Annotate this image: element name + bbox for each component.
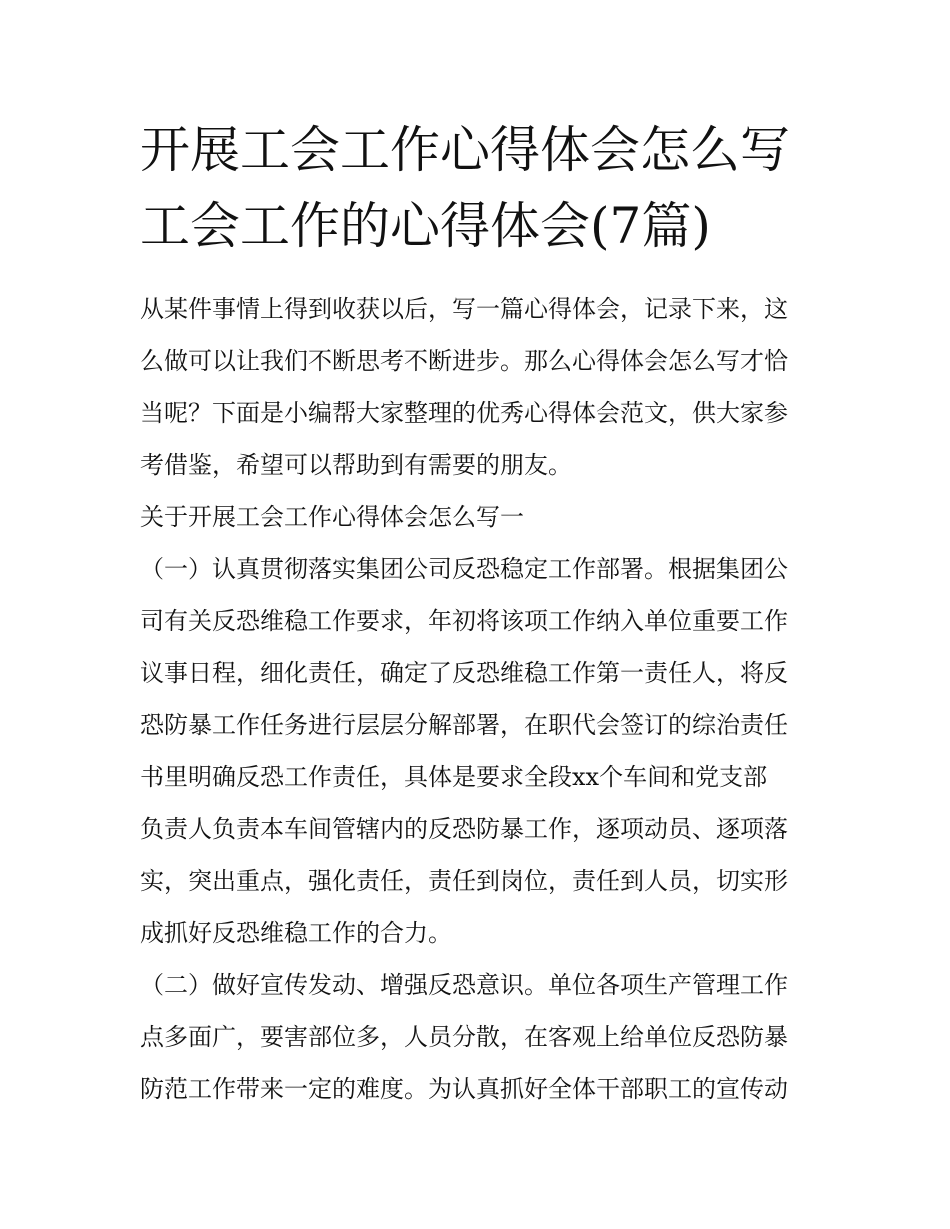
intro-line-4: 考借鉴，希望可以帮助到有需要的朋友。 <box>140 451 572 479</box>
paragraph-1-line-5: 书里明确反恐工作责任，具体是要求全段xx个车间和党支部 <box>140 763 768 791</box>
document-title <box>140 112 820 264</box>
paragraph-1-line-4: 恐防暴工作任务进行层层分解部署，在职代会签订的综治责任 <box>140 711 788 739</box>
paragraph-1-line-3: 议事日程，细化责任，确定了反恐维稳工作第一责任人，将反 <box>140 659 788 687</box>
paragraph-1-line-2: 司有关反恐维稳工作要求，年初将该项工作纳入单位重要工作 <box>140 607 788 635</box>
paragraph-1-line-8: 成抓好反恐维稳工作的合力。 <box>140 919 452 947</box>
title-line-1: 开展工会工作心得体会怎么写 <box>140 121 790 179</box>
document-body <box>140 283 830 1115</box>
intro-line-2: 么做可以让我们不断思考不断进步。那么心得体会怎么写才恰 <box>140 347 788 375</box>
section-heading: 关于开展工会工作心得体会怎么写一 <box>140 503 524 531</box>
paragraph-2-line-3: 防范工作带来一定的难度。为认真抓好全体干部职工的宣传动 <box>140 1075 788 1103</box>
paragraph-2-line-2: 点多面广，要害部位多，人员分散，在客观上给单位反恐防暴 <box>140 1023 788 1051</box>
title-line-2: 工会工作的心得体会(7篇) <box>140 197 711 255</box>
paragraph-1-line-7: 实，突出重点，强化责任，责任到岗位，责任到人员，切实形 <box>140 867 788 895</box>
intro-line-1: 从某件事情上得到收获以后，写一篇心得体会，记录下来，这 <box>140 295 788 323</box>
paragraph-1-line-1: （一）认真贯彻落实集团公司反恐稳定工作部署。根据集团公 <box>140 555 788 583</box>
paragraph-2-line-1: （二）做好宣传发动、增强反恐意识。单位各项生产管理工作 <box>140 971 788 999</box>
paragraph-1-line-6: 负责人负责本车间管辖内的反恐防暴工作，逐项动员、逐项落 <box>140 815 788 843</box>
intro-line-3: 当呢？下面是小编帮大家整理的优秀心得体会范文，供大家参 <box>140 399 788 427</box>
